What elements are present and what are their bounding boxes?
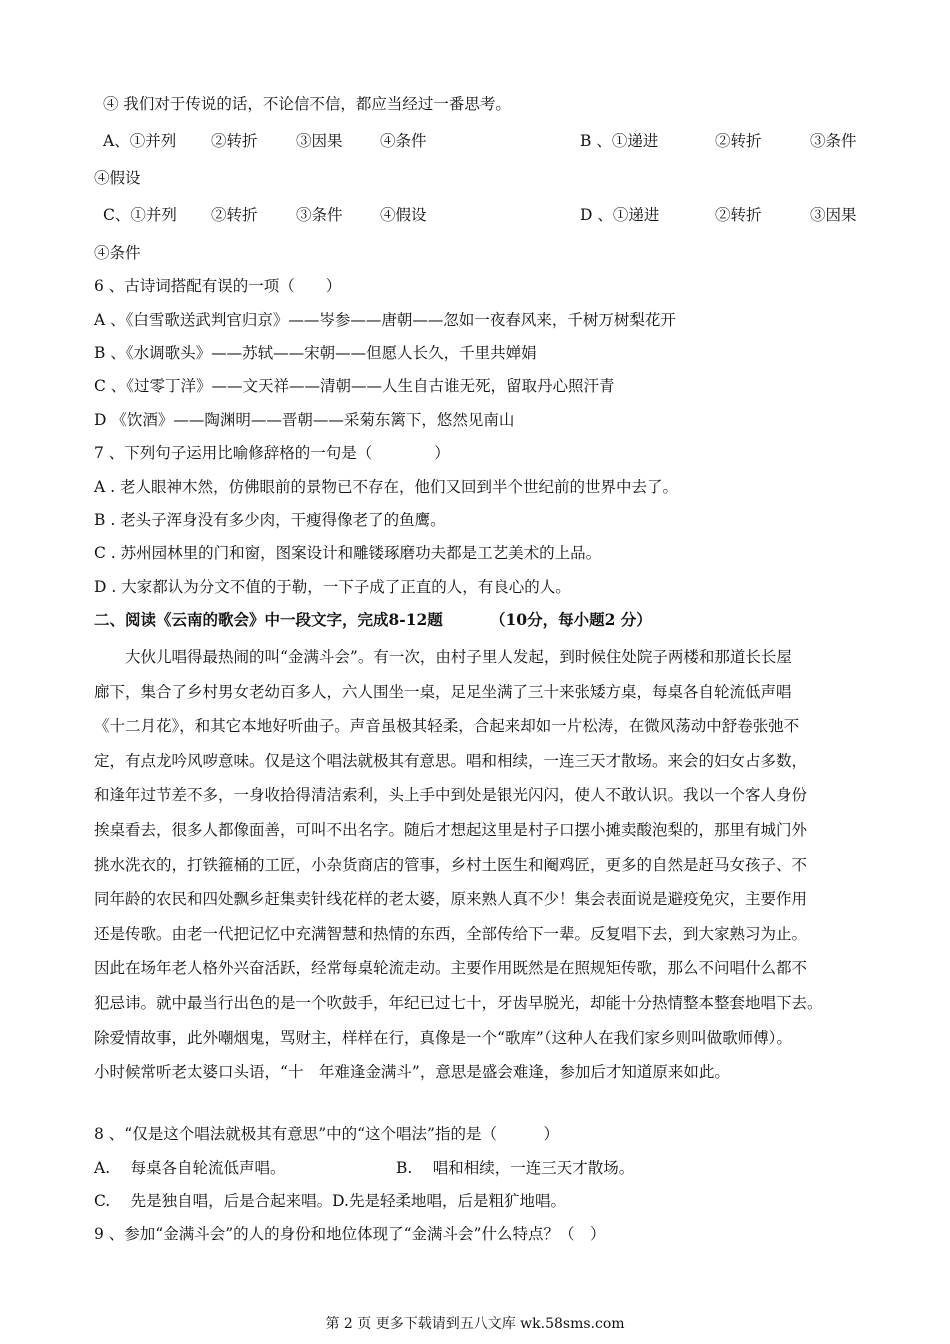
q5-option-d-label: D 、①递进: [580, 206, 660, 224]
passage-line: 廊下，集合了乡村男女老幼百多人，六人围坐一桌，足足坐满了三十来张矮方桌，每桌各自轮流低声唱: [94, 682, 792, 701]
q5-option-b-2: ②转折: [715, 132, 762, 150]
q8-option-a: A. 每桌各自轮流低声唱。: [94, 1159, 286, 1177]
q5-option-c-3: ③条件: [296, 206, 343, 224]
q8-option-b: B. 唱和相续，一连三天才散场。: [396, 1159, 635, 1177]
reading-passage: [94, 640, 880, 1090]
q8-option-c-d: C. 先是独自唱，后是合起来唱。D.先是轻柔地唱，后是粗犷地唱。: [94, 1192, 566, 1210]
q5-option-b-4: ④假设: [94, 169, 141, 187]
q9-stem: 9 、参加“金满斗会”的人的身份和地位体现了“金满斗会”什么特点？（ ）: [94, 1225, 606, 1243]
passage-line: 还是传歌。由老一代把记忆中充满智慧和热情的东西，全部传给下一辈。反复唱下去，到大家熟习为止。: [94, 924, 808, 943]
passage-line: 小时候常听老太婆口头语，“十 年难逢金满斗”，意思是盛会难逢，参加后才知道原来如此。: [94, 1063, 730, 1082]
q5-option-b-label: B 、①递进: [580, 132, 659, 150]
q6-stem: 6 、古诗词搭配有误的一项（ ）: [94, 277, 342, 295]
q5-item-4: ④ 我们对于传说的话，不论信不信，都应当经过一番思考。: [103, 95, 511, 113]
q5-option-a-2: ②转折: [211, 132, 258, 150]
q5-option-a-3: ③因果: [296, 132, 343, 150]
q5-option-d-4: ④条件: [94, 244, 141, 262]
q7-stem: 7 、下列句子运用比喻修辞格的一句是（ ）: [94, 444, 450, 462]
q8-stem: 8 、“仅是这个唱法就极其有意思”中的“这个唱法”指的是（ ）: [94, 1125, 559, 1143]
q6-option-c: C 、《过零丁洋》——文天祥——清朝——人生自古谁无死，留取丹心照汗青: [94, 377, 615, 395]
q5-option-c-label: C、①并列: [103, 206, 177, 224]
section-2-score: （10分，每小题2 分）: [490, 610, 652, 629]
q5-option-c-4: ④假设: [380, 206, 427, 224]
passage-line: 挑水洗衣的，打铁箍桶的工匠，小杂货商店的管事，乡村土医生和阉鸡匠，更多的自然是赶马女孩子、不: [94, 855, 808, 874]
passage-line: 同年龄的农民和四处飘乡赶集卖针线花样的老太婆，原来熟人真不少！集会表面说是避疫免灾，主要作用: [94, 890, 808, 909]
passage-line: 大伙儿唱得最热闹的叫“金满斗会”。有一次，由村子里人发起，到时候住处院子两楼和那道长长屋: [125, 648, 792, 666]
passage-line: 除爱情故事，此外嘲烟鬼，骂财主，样样在行，真像是一个“歌库”（这种人在我们家乡则叫做歌师傅）。: [94, 1028, 792, 1047]
q7-option-d: D . 大家都认为分文不值的于勒，一下子成了正直的人，有良心的人。: [94, 578, 571, 596]
passage-line: 定，有点龙吟风哕意味。仅是这个唱法就极其有意思。唱和相续，一连三天才散场。来会的妇女占多数，: [94, 751, 808, 770]
q7-option-a: A . 老人眼神木然，仿佛眼前的景物已不存在，他们又回到半个世纪前的世界中去了。: [94, 478, 678, 496]
q5-option-b-3: ③条件: [810, 132, 857, 150]
q7-option-b: B . 老头子浑身没有多少肉，干瘦得像老了的鱼鹰。: [94, 511, 446, 529]
section-2-title: 二、阅读《云南的歌会》中一段文字，完成8-12题: [94, 610, 443, 629]
page-footer: 第 2 页 更多下载请到五八文库 wk.58sms.com: [325, 1316, 625, 1332]
q7-option-c: C . 苏州园林里的门和窗，图案设计和雕镂琢磨功夫都是工艺美术的上品。: [94, 544, 602, 562]
q5-option-a-label: A、①并列: [103, 132, 177, 150]
q5-option-a-4: ④条件: [380, 132, 427, 150]
passage-line: 《十二月花》，和其它本地好听曲子。声音虽极其轻柔，合起来却如一片松涛，在微风荡动中舒卷张弛不: [94, 717, 800, 736]
passage-line: 和逢年过节差不多，一身收拾得清洁索利，头上手中到处是银光闪闪，使人不敢认识。我以一个客人身份: [94, 786, 808, 805]
q6-option-a: A 、《白雪歌送武判官归京》——岑参——唐朝——忽如一夜春风来，千树万树梨花开: [94, 311, 676, 329]
passage-line: 犯忌讳。就中最当行出色的是一个吹鼓手，年纪已过七十，牙齿早脱光，却能十分热情整本整套地唱下去。: [94, 993, 823, 1012]
q5-option-d-3: ③因果: [810, 206, 857, 224]
q6-option-b: B 、《水调歌头》——苏轼——宋朝——但愿人长久，千里共婵娟: [94, 344, 537, 362]
q5-option-d-2: ②转折: [715, 206, 762, 224]
passage-line: 因此在场年老人格外兴奋活跃，经常每桌轮流走动。主要作用既然是在照规矩传歌，那么不问唱什么都不: [94, 959, 808, 978]
q5-option-c-2: ②转折: [211, 206, 258, 224]
q6-option-d: D 《饮酒》——陶渊明——晋朝——采菊东篱下，悠然见南山: [94, 411, 515, 429]
passage-line: 挨桌看去，很多人都像面善，可叫不出名字。随后才想起这里是村子口摆小摊卖酸泡梨的，那里有城门外: [94, 820, 808, 839]
